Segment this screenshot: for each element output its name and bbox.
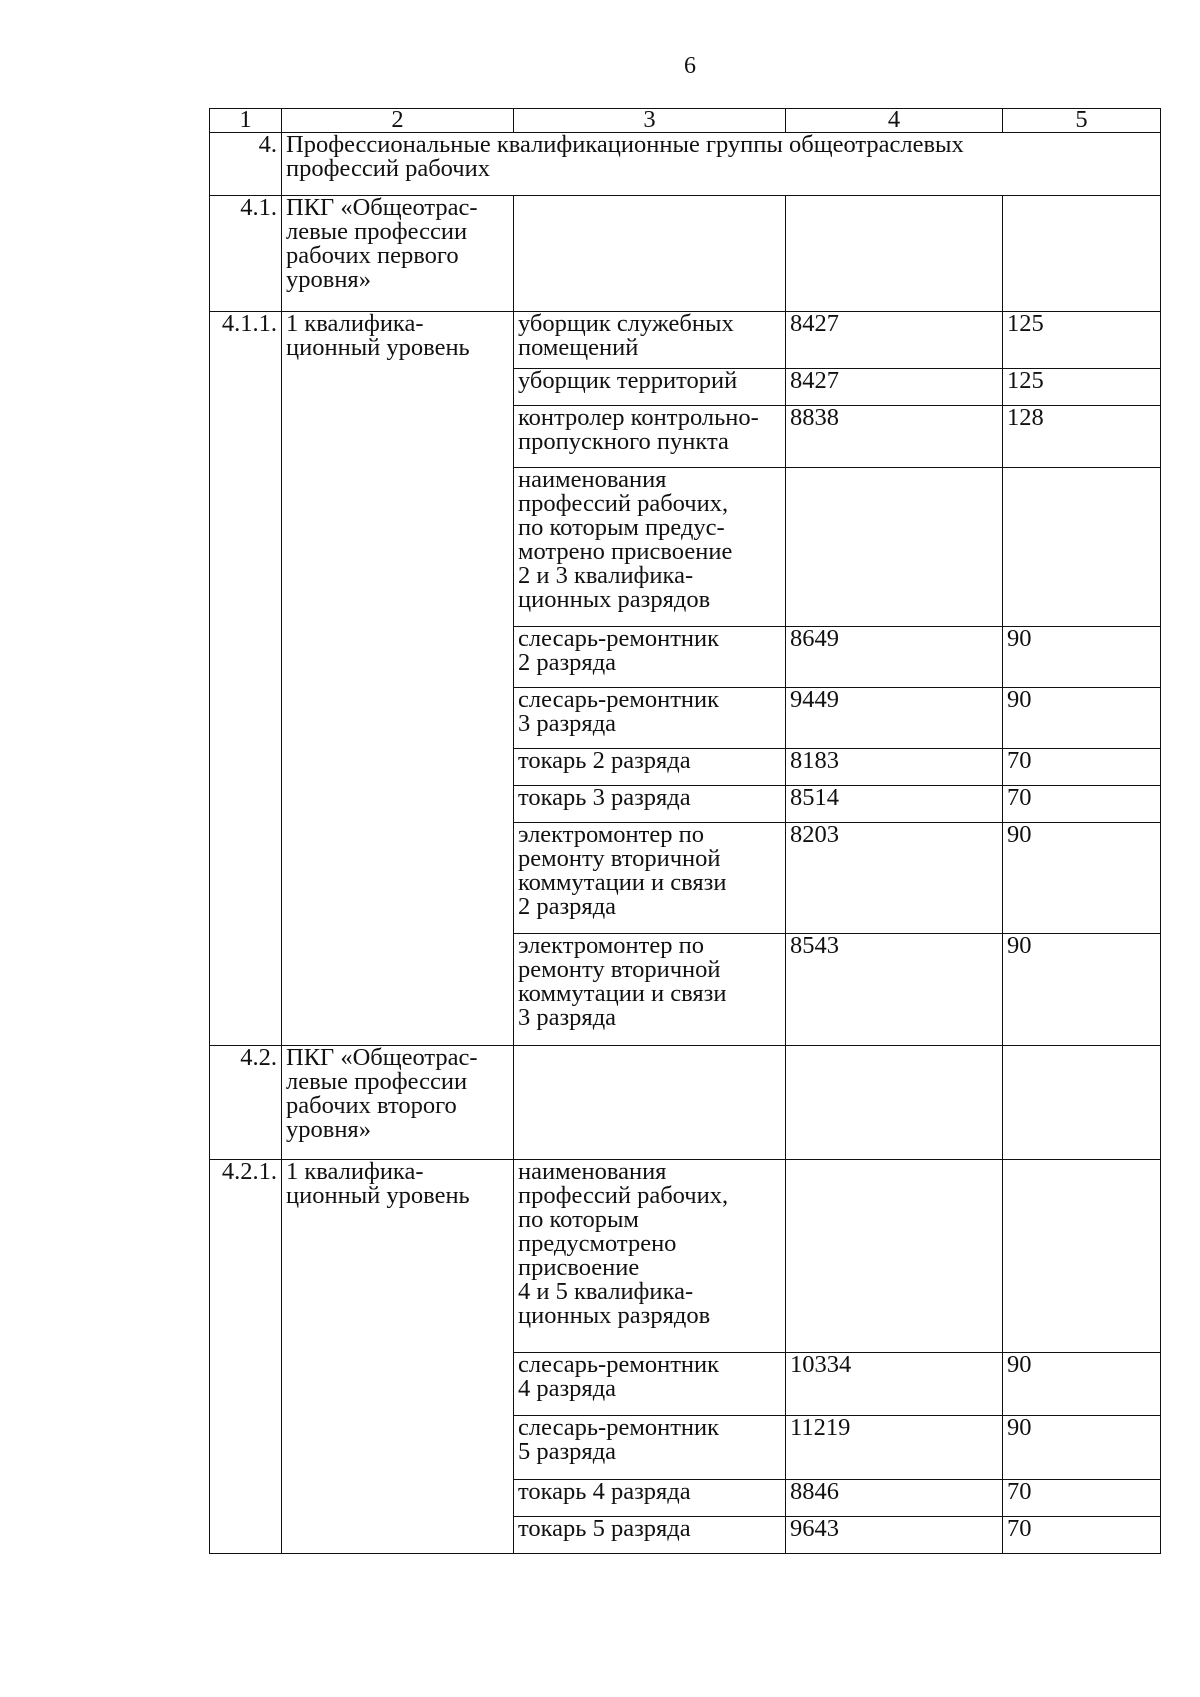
- profession-line: контролер контрольно-: [518, 405, 759, 431]
- profession-name: [514, 1160, 786, 1353]
- pkg-title-line: ПКГ «Общеотрас-: [286, 1045, 478, 1071]
- salary-value: 9449: [786, 688, 1003, 749]
- salary-value: 8183: [786, 749, 1003, 786]
- empty-cell: [514, 1046, 786, 1160]
- group-title: [282, 133, 1161, 196]
- profession-line: помещений: [518, 334, 639, 361]
- profession-name: [514, 749, 786, 786]
- profession-line: по которым: [518, 1206, 639, 1233]
- profession-line: слесарь-ремонтник: [518, 1415, 720, 1441]
- level-title: [282, 1160, 514, 1554]
- profession-name: [514, 468, 786, 627]
- profession-line: предусмотрено: [518, 1230, 677, 1257]
- column-number-4: 4: [786, 109, 1003, 133]
- page-number: 6: [684, 53, 696, 79]
- salary-value: 8427: [786, 369, 1003, 406]
- level-number: 4.1.1.: [210, 312, 282, 1046]
- salary-value: 11219: [786, 1416, 1003, 1480]
- profession-line: слесарь-ремонтник: [518, 626, 720, 652]
- profession-line: профессий рабочих,: [518, 1182, 729, 1209]
- profession-name: [514, 1480, 786, 1517]
- pkg-title-line: левые профессии: [286, 1068, 468, 1095]
- group-title-line: профессий рабочих: [286, 155, 490, 182]
- profession-name: [514, 1517, 786, 1554]
- salary-value: 9643: [786, 1517, 1003, 1554]
- level-title: [282, 312, 514, 1046]
- percent-value: 90: [1003, 627, 1161, 688]
- profession-line: коммутации и связи: [518, 980, 727, 1007]
- group-number: 4.: [210, 133, 282, 196]
- profession-line: слесарь-ремонтник: [518, 687, 720, 713]
- percent-value: [1003, 1160, 1161, 1353]
- salary-value: 8838: [786, 406, 1003, 468]
- salary-value: [786, 1160, 1003, 1353]
- salary-value: 8543: [786, 934, 1003, 1046]
- pkg-row: [210, 1046, 1161, 1160]
- group-title-line: Профессиональные квалификационные группы общеотраслевых: [286, 132, 964, 158]
- profession-line: токарь 5 разряда: [518, 1516, 691, 1542]
- profession-line: пропускного пункта: [518, 428, 729, 455]
- profession-name: [514, 688, 786, 749]
- profession-name: [514, 1416, 786, 1480]
- percent-value: 90: [1003, 1353, 1161, 1416]
- level-title-line: 1 квалифика-: [286, 311, 424, 337]
- profession-line: 5 разряда: [518, 1438, 617, 1465]
- profession-line: 3 разряда: [518, 710, 617, 737]
- profession-line: ремонту вторичной: [518, 956, 721, 983]
- profession-line: ционных разрядов: [518, 586, 711, 613]
- pkg-number: 4.1.: [210, 196, 282, 312]
- profession-line: электромонтер по: [518, 822, 704, 848]
- percent-value: 125: [1003, 369, 1161, 406]
- profession-row: [210, 1160, 1161, 1353]
- profession-line: слесарь-ремонтник: [518, 1352, 720, 1378]
- pkg-number: 4.2.: [210, 1046, 282, 1160]
- level-title-line: ционный уровень: [286, 334, 470, 361]
- profession-name: [514, 312, 786, 369]
- percent-value: 70: [1003, 1517, 1161, 1554]
- profession-line: по которым предус-: [518, 514, 725, 541]
- profession-name: [514, 934, 786, 1046]
- profession-line: 4 и 5 квалифика-: [518, 1278, 694, 1305]
- percent-value: 90: [1003, 823, 1161, 934]
- profession-line: наименования: [518, 1159, 667, 1185]
- percent-value: 70: [1003, 1480, 1161, 1517]
- profession-line: мотрено присвоение: [518, 538, 733, 565]
- percent-value: [1003, 468, 1161, 627]
- pkg-title: [282, 196, 514, 312]
- profession-line: ционных разрядов: [518, 1302, 711, 1329]
- profession-name: [514, 369, 786, 406]
- profession-line: 2 разряда: [518, 649, 617, 676]
- profession-row: [210, 312, 1161, 369]
- profession-line: токарь 2 разряда: [518, 748, 691, 774]
- level-title-line: 1 квалифика-: [286, 1159, 424, 1185]
- salary-value: 8427: [786, 312, 1003, 369]
- profession-line: 2 и 3 квалифика-: [518, 562, 694, 589]
- profession-name: [514, 823, 786, 934]
- salary-value: 8649: [786, 627, 1003, 688]
- profession-line: электромонтер по: [518, 933, 704, 959]
- profession-line: токарь 4 разряда: [518, 1479, 691, 1505]
- percent-value: 125: [1003, 312, 1161, 369]
- empty-cell: [514, 196, 786, 312]
- pkg-title-line: уровня»: [286, 266, 371, 293]
- profession-name: [514, 627, 786, 688]
- pkg-row: [210, 196, 1161, 312]
- salary-value: 8846: [786, 1480, 1003, 1517]
- profession-line: присвоение: [518, 1254, 640, 1281]
- column-number-row: [210, 109, 1161, 133]
- percent-value: 70: [1003, 786, 1161, 823]
- salary-value: 8203: [786, 823, 1003, 934]
- empty-cell: [786, 1046, 1003, 1160]
- percent-value: 128: [1003, 406, 1161, 468]
- column-number-1: 1: [210, 109, 282, 133]
- level-number: 4.2.1.: [210, 1160, 282, 1554]
- pkg-title-line: рабочих первого: [286, 242, 459, 269]
- empty-cell: [1003, 196, 1161, 312]
- qualification-table: [209, 108, 1161, 1554]
- profession-line: 3 разряда: [518, 1004, 617, 1031]
- profession-line: 4 разряда: [518, 1375, 617, 1402]
- pkg-title-line: рабочих второго: [286, 1092, 457, 1119]
- empty-cell: [1003, 1046, 1161, 1160]
- profession-line: 2 разряда: [518, 893, 617, 920]
- salary-value: [786, 468, 1003, 627]
- profession-name: [514, 1353, 786, 1416]
- pkg-title: [282, 1046, 514, 1160]
- pkg-title-line: левые профессии: [286, 218, 468, 245]
- group-row: [210, 133, 1161, 196]
- percent-value: 90: [1003, 934, 1161, 1046]
- pkg-title-line: уровня»: [286, 1116, 371, 1143]
- salary-value: 8514: [786, 786, 1003, 823]
- profession-line: коммутации и связи: [518, 869, 727, 896]
- column-number-2: 2: [282, 109, 514, 133]
- percent-value: 90: [1003, 688, 1161, 749]
- profession-line: профессий рабочих,: [518, 490, 729, 517]
- profession-name: [514, 786, 786, 823]
- level-title-line: ционный уровень: [286, 1182, 470, 1209]
- empty-cell: [786, 196, 1003, 312]
- percent-value: 70: [1003, 749, 1161, 786]
- profession-line: уборщик служебных: [518, 311, 734, 337]
- salary-value: 10334: [786, 1353, 1003, 1416]
- profession-line: наименования: [518, 467, 667, 493]
- percent-value: 90: [1003, 1416, 1161, 1480]
- profession-name: [514, 406, 786, 468]
- profession-line: уборщик территорий: [518, 368, 738, 394]
- profession-line: токарь 3 разряда: [518, 785, 691, 811]
- column-number-5: 5: [1003, 109, 1161, 133]
- profession-line: ремонту вторичной: [518, 845, 721, 872]
- column-number-3: 3: [514, 109, 786, 133]
- pkg-title-line: ПКГ «Общеотрас-: [286, 195, 478, 221]
